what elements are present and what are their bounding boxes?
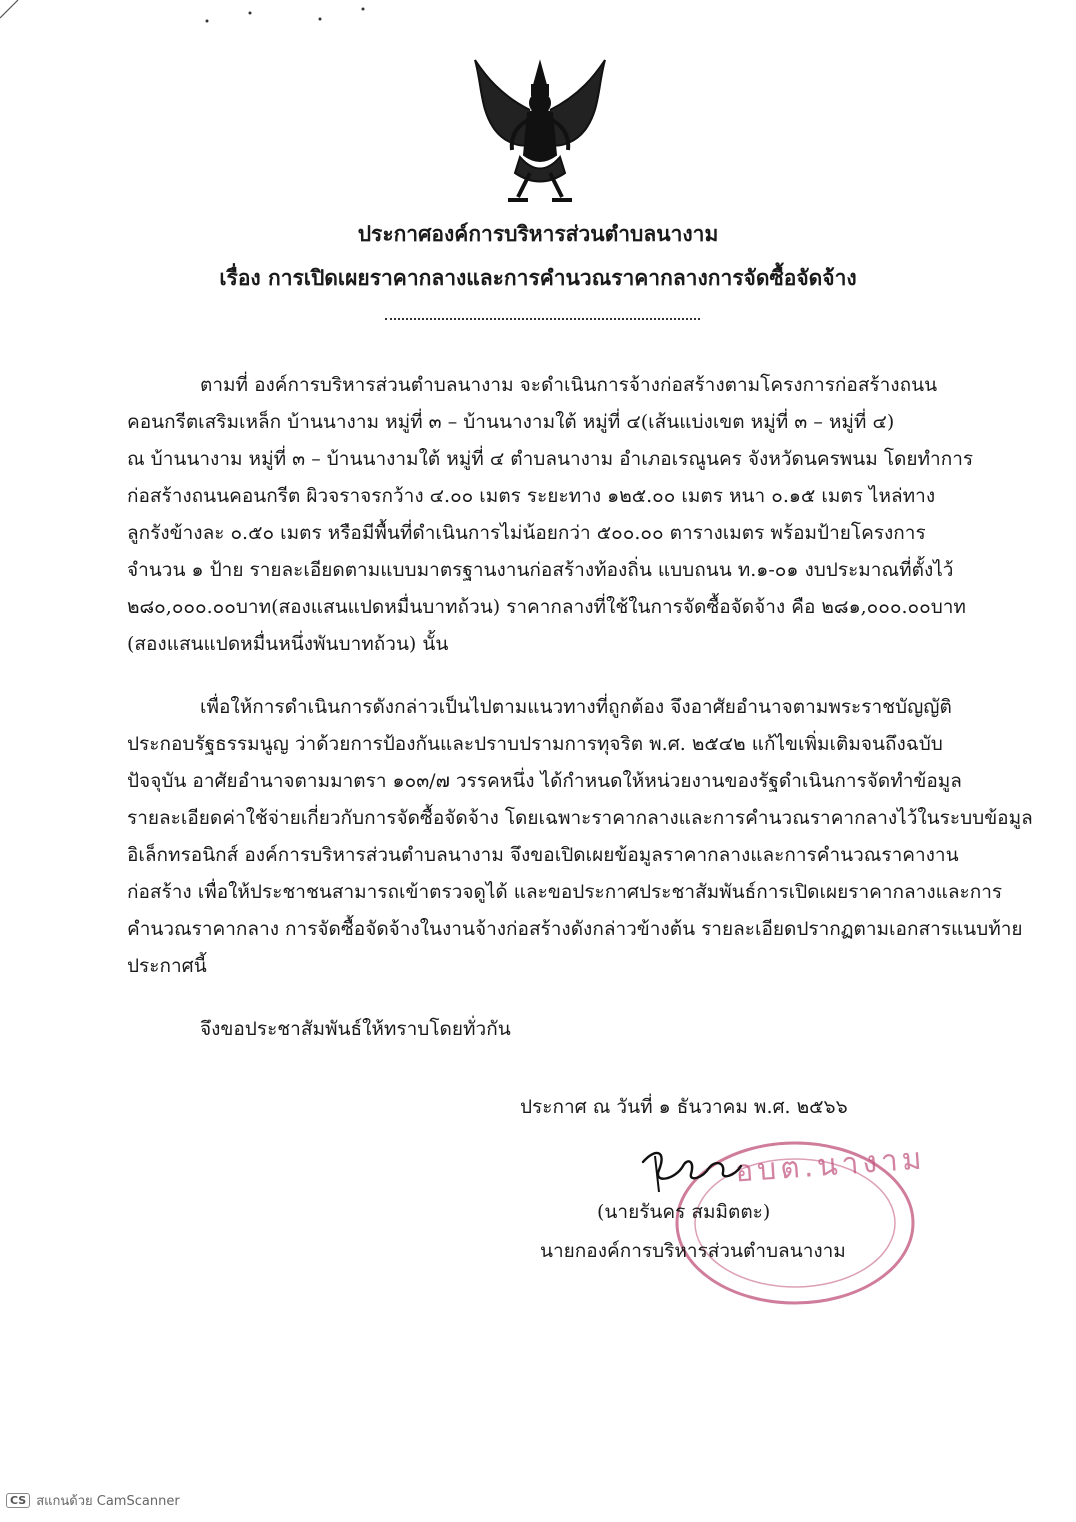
para1-line: คอนกรีตเสริมเหล็ก บ้านนางาม หมู่ที่ ๓ – บ้านนางามใต้ หมู่ที่ ๔(เส้นแบ่งเขต หมู่ที่ ๓ – หมู่ที่ ๔) [127,411,895,433]
signer-title: นายกองค์การบริหารส่วนตำบลนางาม [540,1240,846,1262]
scan-corner-mark [0,0,40,20]
para1-line: ๒๘๐,๐๐๐.๐๐บาท(สองแสนแปดหมื่นบาทถ้วน) ราคากลางที่ใช้ในการจัดซื้อจัดจ้าง คือ ๒๘๑,๐๐๐.๐๐บาท [127,596,966,618]
garuda-emblem-icon [470,55,610,210]
para1-line: ลูกรังข้างละ ๐.๕๐ เมตร หรือมีพื้นที่ดำเนินการไม่น้อยกว่า ๕๐๐.๐๐ ตารางเมตร พร้อมป้ายโครงการ [127,522,926,544]
para1-line: จำนวน ๑ ป้าย รายละเอียดตามแบบมาตรฐานงานก่อสร้างท้องถิ่น แบบถนน ท.๑-๐๑ งบประมาณที่ตั้งไว้ [127,559,954,581]
signer-name: (นายรันคร สมมิตตะ) [597,1201,771,1223]
camscanner-watermark [6,1490,180,1511]
camscanner-logo-icon: CS [6,1493,30,1508]
para2-line: ประกอบรัฐธรรมนูญ ว่าด้วยการป้องกันและปราบปรามการทุจริต พ.ศ. ๒๕๔๒ แก้ไขเพิ่มเติมจนถึงฉบับ [127,733,943,755]
para2-line: ปัจจุบัน อาศัยอำนาจตามมาตรา ๑๐๓/๗ วรรคหนึ่ง ได้กำหนดให้หน่วยงานของรัฐดำเนินการจัดทำข้อมูล [127,770,962,792]
para2-line: รายละเอียดค่าใช้จ่ายเกี่ยวกับการจัดซื้อจัดจ้าง โดยเฉพาะราคากลางและการคำนวณราคากลางไว้ในระบบข้อมูล [127,807,1033,829]
para2-line: อิเล็กทรอนิกส์ องค์การบริหารส่วนตำบลนางาม จึงขอเปิดเผยข้อมูลราคากลางและการคำนวณราคางาน [127,844,959,866]
dotted-divider [385,318,700,320]
para3-line: จึงขอประชาสัมพันธ์ให้ทราบโดยทั่วกัน [200,1018,511,1040]
para1-line: (สองแสนแปดหมื่นหนึ่งพันบาทถ้วน) นั้น [127,633,449,655]
para1-line: ก่อสร้างถนนคอนกรีต ผิวจราจรกว้าง ๔.๐๐ เมตร ระยะทาง ๑๒๕.๐๐ เมตร หนา ๐.๑๕ เมตร ไหล่ทาง [127,485,936,507]
para2-line: คำนวณราคากลาง การจัดซื้อจัดจ้างในงานจ้างก่อสร้างดังกล่าวข้างต้น รายละเอียดปรากฏตามเอกสารแนบท้าย [127,918,1023,940]
para2-line: เพื่อให้การดำเนินการดังกล่าวเป็นไปตามแนวทางที่ถูกต้อง จึงอาศัยอำนาจตามพระราชบัญญัติ [200,696,952,718]
camscanner-label: สแกนด้วย CamScanner [36,1494,180,1509]
para2-line: ประกาศนี้ [127,955,207,977]
signature [625,1140,755,1200]
announcement-title: ประกาศองค์การบริหารส่วนตำบลนางาม [357,221,719,246]
stamp-text: อบต.นางาม [734,1141,927,1190]
para1-line: ตามที่ องค์การบริหารส่วนตำบลนางาม จะดำเนินการจ้างก่อสร้างตามโครงการก่อสร้างถนน [200,374,938,396]
scan-dust-dots [195,5,375,27]
para2-line: ก่อสร้าง เพื่อให้ประชาชนสามารถเข้าตรวจดูได้ และขอประกาศประชาสัมพันธ์การเปิดเผยราคากลางและการ [127,881,1003,903]
announcement-subject: เรื่อง การเปิดเผยราคากลางและการคำนวณราคากลางการจัดซื้อจัดจ้าง [219,265,857,290]
para1-line: ณ บ้านนางาม หมู่ที่ ๓ – บ้านนางามใต้ หมู่ที่ ๔ ตำบลนางาม อำเภอเรณูนคร จังหวัดนครพนม โดยทำการ [127,448,974,470]
announcement-date: ประกาศ ณ วันที่ ๑ ธันวาคม พ.ศ. ๒๕๖๖ [520,1096,848,1118]
